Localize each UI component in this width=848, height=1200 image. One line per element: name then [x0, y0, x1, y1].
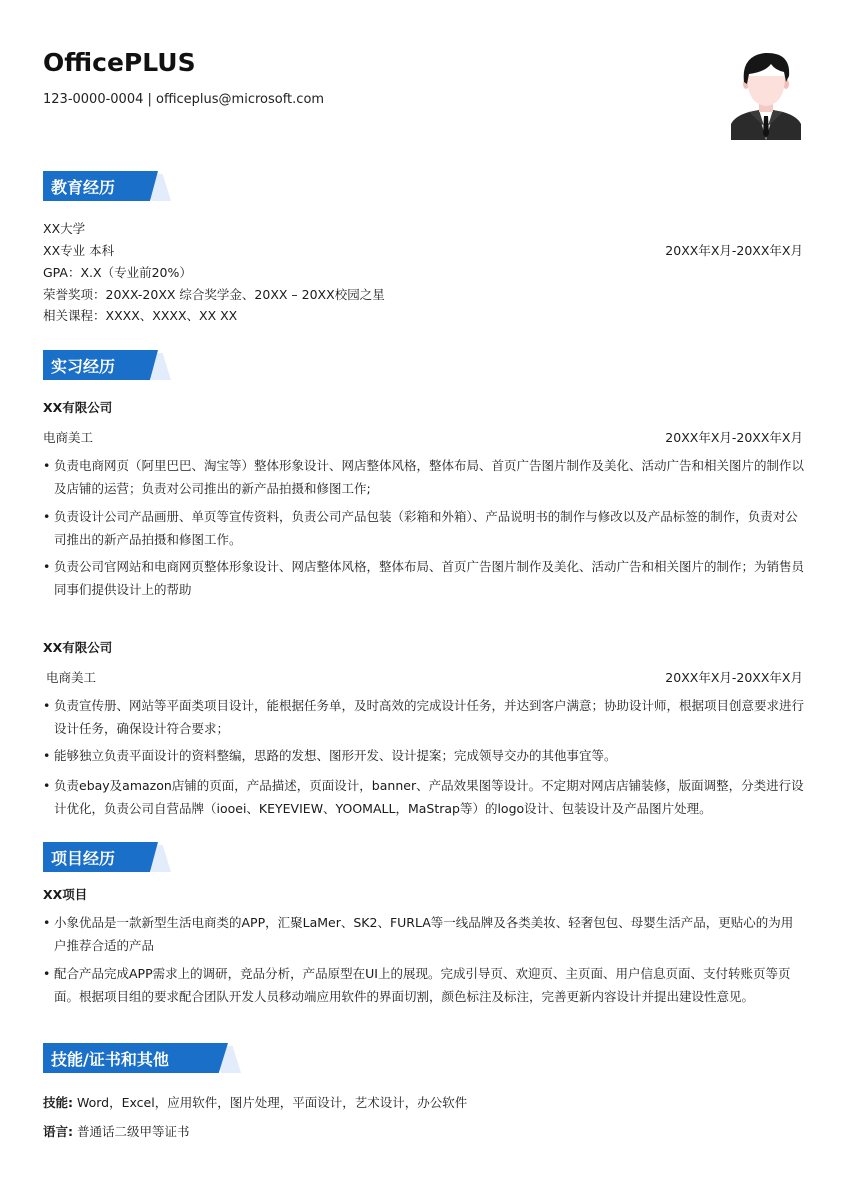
language-value: 普通话二级甲等证书 — [73, 1124, 190, 1139]
courses: 相关课程：XXXX、XXXX、XX XX — [43, 308, 238, 323]
section-title: 教育经历 — [51, 178, 116, 197]
section-title: 实习经历 — [51, 357, 116, 376]
list-item: • 能够独立负责平面设计的资料整编，思路的发想、图形开发、设计提案；完成领导交办的其他事宜等。 — [43, 748, 617, 763]
list-item: • 负责设计公司产品画册、单页等宣传资料，负责公司产品包装（彩箱和外箱）、产品说明书的制作与修改以及产品标签的制作，负责对公司推出的新产品拍摄和修图工作。 — [43, 509, 798, 547]
section-header-projects — [43, 842, 173, 872]
skills-value: Word，Excel，应用软件，图片处理，平面设计，艺术设计，办公软件 — [73, 1095, 468, 1110]
school-name: XX大学 — [43, 221, 86, 236]
section-title: 技能/证书和其他 — [51, 1050, 169, 1069]
job-period: 20XX年X月-20XX年X月 — [665, 670, 803, 685]
skills-label: 技能: — [43, 1095, 73, 1110]
job-role: 电商美工 — [46, 670, 97, 685]
job-period: 20XX年X月-20XX年X月 — [665, 430, 803, 445]
section-header-internship — [43, 350, 173, 380]
job-role: 电商美工 — [43, 430, 94, 445]
list-item: • 负责ebay及amazon店铺的页面，产品描述，页面设计，banner、产品效果图等设计。不定期对网店店铺装修，版面调整，分类进行设计优化，负责公司自营品牌（iooei、KEYEVIEW、YOOMALL，MaStrap等）的logo设计、包装设计及产品图片处理。 — [43, 778, 804, 816]
list-item: • 配合产品完成APP需求上的调研，竞品分析，产品原型在UI上的展现。完成引导页、欢迎页、主页面、用户信息页面、支付转账页等页面。根据项目组的要求配合团队开发人员移动端应用软件的界面切割，颜色标注及标注，完善更新内容设计并提出建设性意见。 — [43, 966, 791, 1004]
major-degree: XX专业 本科 — [43, 243, 115, 258]
list-item: • 负责电商网页（阿里巴巴、淘宝等）整体形象设计、网店整体风格，整体布局、首页广告图片制作及美化、活动广告和相关图片的制作以及店铺的运营；负责对公司推出的新产品拍摄和修图工作; — [43, 458, 805, 496]
contact-info: 123-0000-0004 | officeplus@microsoft.com — [43, 92, 325, 107]
gpa: GPA：X.X（专业前20%） — [43, 265, 192, 280]
company-name: XX有限公司 — [43, 640, 113, 655]
company-name: XX有限公司 — [43, 400, 113, 415]
language-row — [43, 1122, 189, 1140]
list-item: • 小象优品是一款新型生活电商类的APP，汇聚LaMer、SK2、FURLA等一线品牌及各类美妆、轻奢包包、母婴生活产品，更贴心的为用户推荐合适的产品 — [43, 915, 794, 953]
list-item: • 负责宣传册、网站等平面类项目设计，能根据任务单，及时高效的完成设计任务，并达到客户满意；协助设计师，根据项目创意要求进行设计任务，确保设计符合要求； — [43, 698, 805, 736]
honors: 荣誉奖项：20XX-20XX 综合奖学金、20XX – 20XX校园之星 — [43, 287, 385, 302]
skills-row — [43, 1093, 467, 1111]
list-item: • 负责公司官网站和电商网页整体形象设计、网店整体风格，整体布局、首页广告图片制作及美化、活动广告和相关图片的制作；为销售员同事们提供设计上的帮助 — [43, 559, 805, 597]
section-header-education — [43, 171, 173, 201]
section-header-skills — [43, 1043, 243, 1073]
project-name: XX项目 — [43, 887, 88, 902]
person-portrait-icon — [731, 46, 801, 140]
education-period: 20XX年X月-20XX年X月 — [665, 243, 803, 258]
section-title: 项目经历 — [51, 849, 116, 868]
language-label: 语言: — [43, 1124, 73, 1139]
candidate-name: OfficePLUS — [43, 48, 196, 77]
